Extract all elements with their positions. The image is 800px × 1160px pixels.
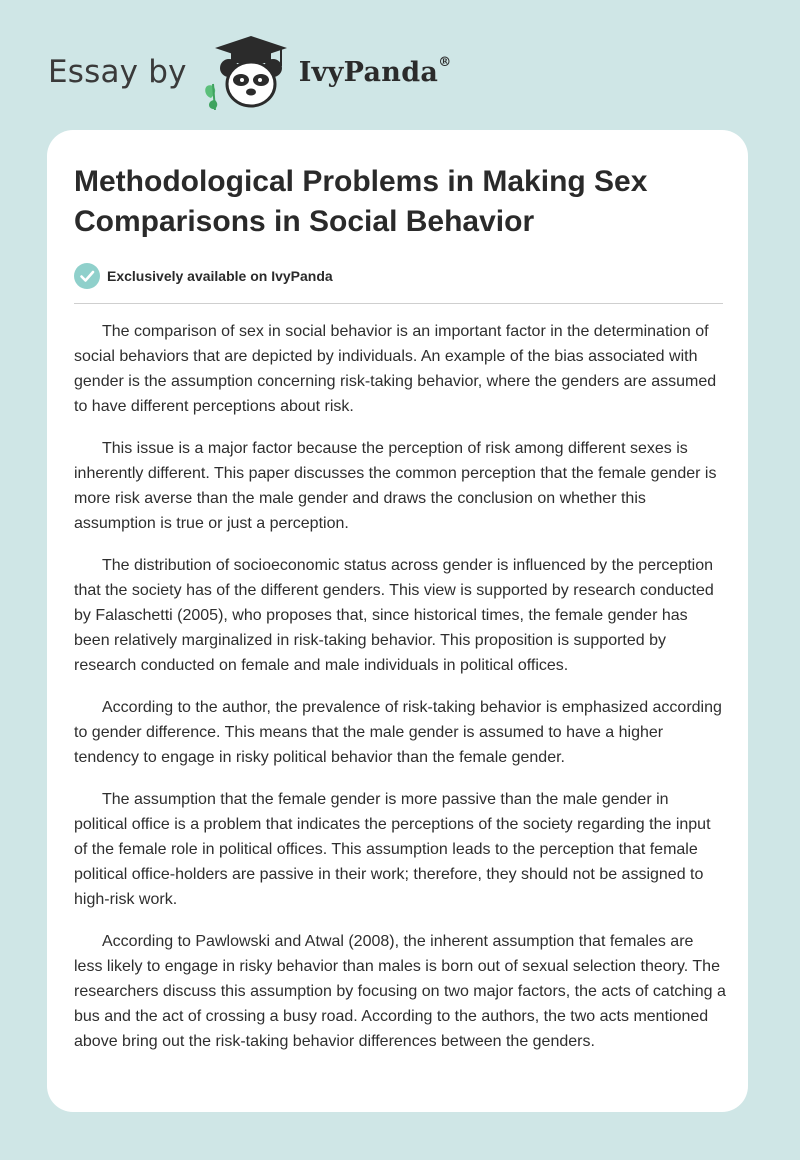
page-title: Methodological Problems in Making Sex Comparisons in Social Behavior (74, 165, 648, 238)
check-circle-icon (74, 263, 100, 289)
brand-text: IvyPanda (298, 56, 439, 88)
registered-mark: ® (438, 54, 452, 70)
essay-body (74, 319, 726, 1071)
site-header (48, 34, 452, 110)
essay-by-label: Essay by (48, 54, 187, 90)
paragraph: The distribution of socioeconomic status across gender is influenced by the perception that the society has of the different genders. This view is supported by research conducted by Falaschetti (2005), who proposes that, since historical times, the female gender has been relatively marginalized in risk-taking behavior. This proposition is supported by research conducted on female and male individuals in political offices. (74, 557, 714, 674)
paragraph: The assumption that the female gender is more passive than the male gender in political office is a problem that indicates the perceptions of the society regarding the input of the female role in political offices. This assumption leads to the perception that female political office-holders are passive in their work; therefore, they should not be assigned to high-risk work. (74, 791, 711, 908)
essay-card (47, 130, 748, 1112)
paragraph: According to Pawlowski and Atwal (2008), the inherent assumption that females are less likely to engage in risky behavior than males is born out of sexual selection theory. The researchers discuss this assumption by focusing on two major factors, the acts of catching a bus and the act of crossing a busy road. According to the authors, the two acts mentioned above bring out the risk-taking behavior differences between the genders. (74, 933, 726, 1050)
exclusive-badge (74, 263, 333, 289)
paragraph: This issue is a major factor because the perception of risk among different sexes is inherently different. This paper discusses the common perception that the female gender is more risk averse than the male gender and draws the conclusion on whether this assumption is true or just a perception. (74, 440, 717, 532)
exclusive-badge-label: Exclusively available on IvyPanda (107, 268, 333, 284)
title-divider (74, 303, 723, 304)
paragraph: The comparison of sex in social behavior is an important factor in the determination of social behaviors that are depicted by individuals. An example of the bias associated with gender is the assumption concerning risk-taking behavior, where the genders are assumed to have different perceptions about risk. (74, 323, 717, 415)
panda-graduate-icon (201, 34, 293, 110)
paragraph: According to the author, the prevalence of risk-taking behavior is emphasized according to gender difference. This means that the male gender is assumed to have a higher tendency to engage in risky political behavior than the female gender. (74, 699, 722, 766)
brand-name[interactable] (298, 54, 452, 88)
